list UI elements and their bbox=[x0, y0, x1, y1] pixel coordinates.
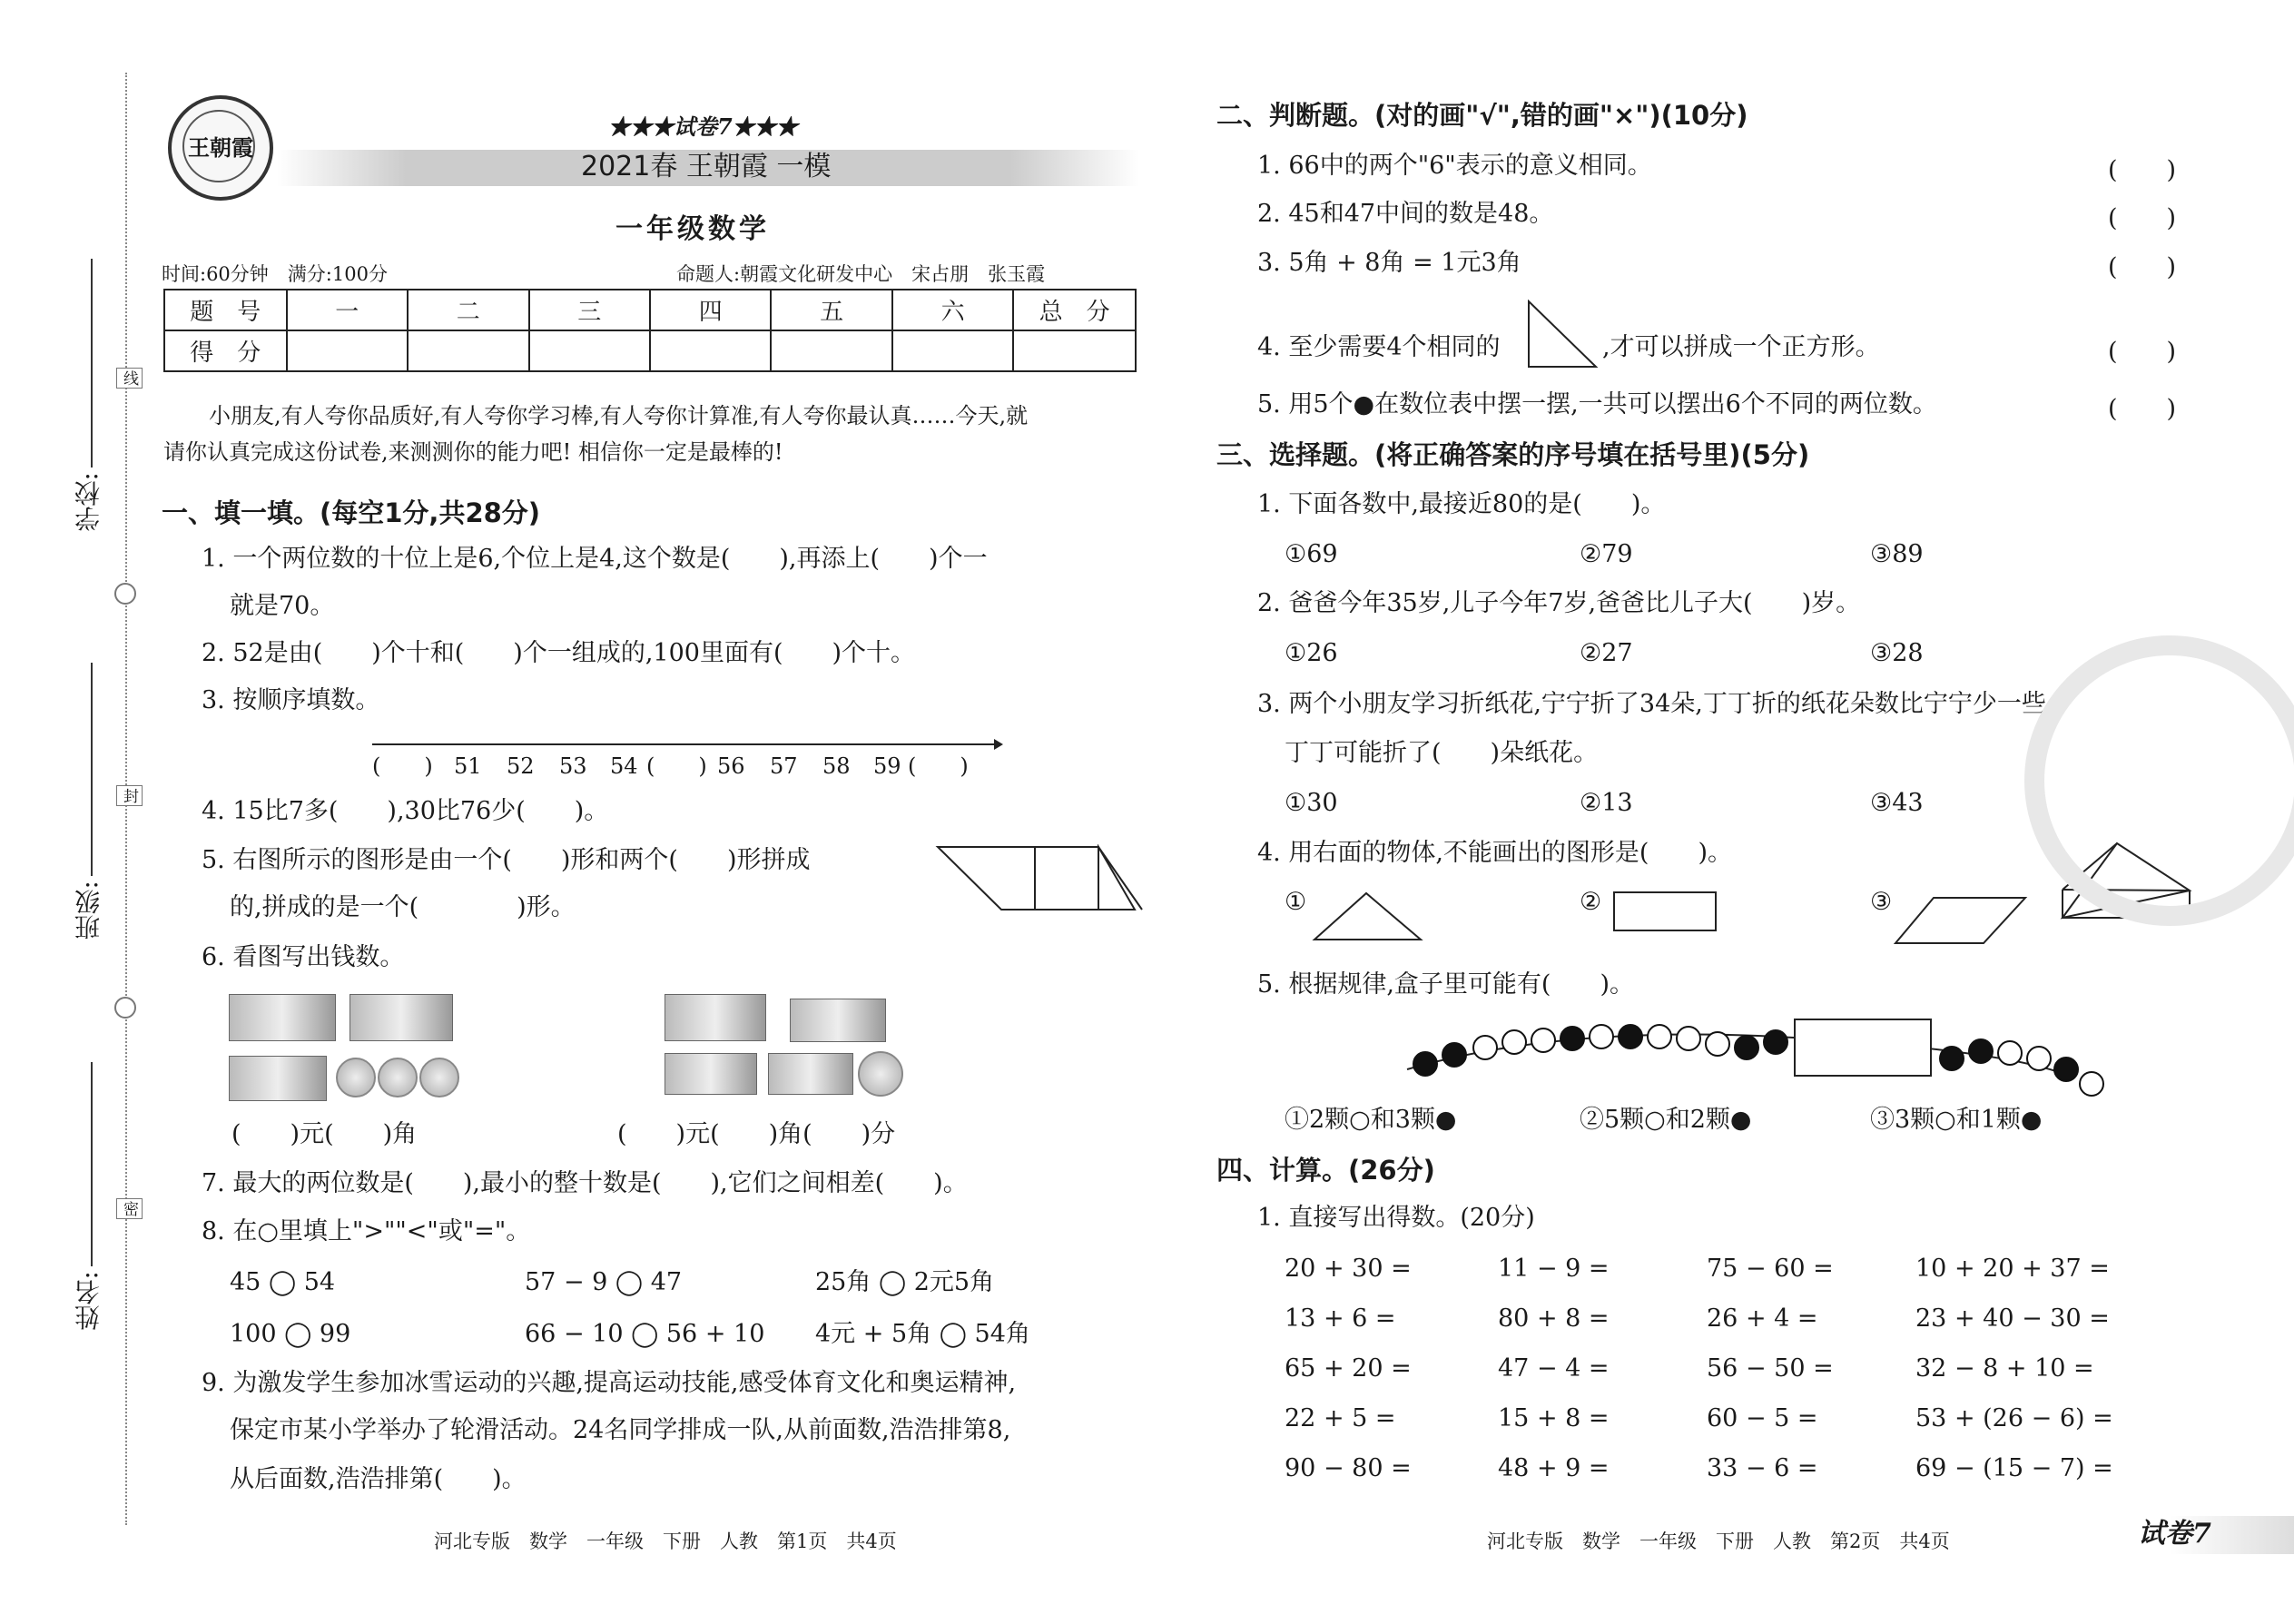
black-bead bbox=[1968, 1038, 1994, 1064]
choice-option[interactable]: ①2颗○和3颗● bbox=[1285, 1106, 1457, 1134]
choice-option[interactable]: ②27 bbox=[1580, 639, 1633, 667]
calc-item[interactable]: 48 + 9 = bbox=[1498, 1454, 1610, 1482]
q9-line-b: 保定市某小学举办了轮滑活动。24名同学排成一队,从前面数,浩浩排第8, bbox=[230, 1416, 1011, 1444]
number-line-label[interactable]: ( ) bbox=[372, 753, 433, 779]
banknote-5-yuan bbox=[350, 994, 453, 1041]
answer-paren[interactable]: ( ) bbox=[2108, 395, 2177, 423]
coin-icon bbox=[419, 1058, 459, 1097]
class-blank[interactable] bbox=[91, 663, 93, 876]
choice-q1: 1. 下面各数中,最接近80的是( )。 bbox=[1257, 490, 1666, 518]
choice-q3-line-a: 3. 两个小朋友学习折纸花,宁宁折了34朵,丁丁折的纸花朵数比宁宁少一些, bbox=[1257, 690, 2054, 718]
calc-item[interactable]: 80 + 8 = bbox=[1498, 1304, 1610, 1333]
q1-line-b: 就是70。 bbox=[230, 592, 335, 620]
white-bead bbox=[2026, 1046, 2052, 1071]
calc-item[interactable]: 47 − 4 = bbox=[1498, 1354, 1610, 1383]
white-bead bbox=[1472, 1035, 1498, 1060]
choice-option[interactable]: ③28 bbox=[1870, 639, 1924, 667]
judge-item: 2. 45和47中间的数是48。 bbox=[1257, 200, 1554, 228]
judge-item: 4. 至少需要4个相同的 bbox=[1257, 333, 1501, 361]
time-info: 时间:60分钟 满分:100分 bbox=[162, 263, 388, 285]
compare-item: 4元 + 5角 ◯ 54角 bbox=[815, 1320, 1030, 1348]
white-bead bbox=[1589, 1024, 1614, 1049]
score-cell[interactable] bbox=[408, 330, 528, 371]
answer-paren[interactable]: ( ) bbox=[2108, 253, 2177, 281]
black-bead bbox=[1413, 1051, 1438, 1077]
section1-title: 一、填一填。(每空1分,共28分) bbox=[162, 497, 541, 528]
triangle-shape bbox=[1312, 890, 1425, 944]
judge-item: 3. 5角 + 8角 = 1元3角 bbox=[1257, 249, 1521, 277]
calc-item[interactable]: 22 + 5 = bbox=[1285, 1404, 1396, 1432]
white-bead bbox=[1501, 1029, 1527, 1055]
triangle-icon bbox=[1527, 300, 1600, 370]
number-line-label[interactable]: ( ) bbox=[646, 753, 707, 779]
calc-item[interactable]: 11 − 9 = bbox=[1498, 1255, 1610, 1283]
score-cell[interactable] bbox=[287, 330, 408, 371]
number-line-label: 51 bbox=[454, 753, 482, 779]
binding-hole-icon bbox=[114, 583, 136, 605]
q9-line-a: 9. 为激发学生参加冰雪运动的兴趣,提高运动技能,感受体育文化和奥运精神, bbox=[202, 1369, 1017, 1397]
parallelogram-shape bbox=[1893, 894, 2029, 947]
coin-icon bbox=[336, 1058, 376, 1097]
calc-item[interactable]: 56 − 50 = bbox=[1707, 1354, 1834, 1383]
choice-q2: 2. 爸爸今年35岁,儿子今年7岁,爸爸比儿子大( )岁。 bbox=[1257, 589, 1861, 617]
q1-line-a: 1. 一个两位数的十位上是6,个位上是4,这个数是( ),再添上( )个一 bbox=[202, 545, 988, 573]
q3: 3. 按顺序填数。 bbox=[202, 686, 380, 714]
q8: 8. 在○里填上">""<"或"="。 bbox=[202, 1217, 531, 1245]
section4-title: 四、计算。(26分) bbox=[1216, 1155, 1435, 1186]
judge-item: 5. 用5个●在数位表中摆一摆,一共可以摆出6个不同的两位数。 bbox=[1257, 390, 1937, 418]
number-line-label: 58 bbox=[822, 753, 851, 779]
choice-q5: 5. 根据规律,盒子里可能有( )。 bbox=[1257, 970, 1634, 999]
score-header: 题 号 bbox=[164, 290, 287, 330]
calc-item[interactable]: 53 + (26 − 6) = bbox=[1915, 1404, 2113, 1432]
exam-badge: ★★★试卷7★★★ bbox=[608, 113, 798, 140]
q7: 7. 最大的两位数是( ),最小的整十数是( ),它们之间相差( )。 bbox=[202, 1169, 968, 1197]
banknote-1-jiao bbox=[768, 1053, 853, 1095]
compare-item: 66 − 10 ◯ 56 + 10 bbox=[525, 1320, 765, 1348]
black-bead bbox=[1618, 1024, 1643, 1049]
q6: 6. 看图写出钱数。 bbox=[202, 943, 405, 971]
q6-answer-2: ( )元( )角( )分 bbox=[617, 1120, 896, 1148]
calc-item[interactable]: 20 + 30 = bbox=[1285, 1255, 1412, 1283]
choice-option[interactable]: ① bbox=[1285, 888, 1307, 916]
score-cell[interactable] bbox=[1013, 330, 1136, 371]
calc-item[interactable]: 32 − 8 + 10 = bbox=[1915, 1354, 2094, 1383]
number-line-label: 53 bbox=[559, 753, 587, 779]
number-line-label[interactable]: ( ) bbox=[908, 753, 969, 779]
white-bead bbox=[1997, 1040, 2023, 1066]
answer-paren[interactable]: ( ) bbox=[2108, 338, 2177, 366]
score-cell[interactable] bbox=[650, 330, 771, 371]
score-header: 一 bbox=[287, 290, 408, 330]
black-bead bbox=[1734, 1035, 1759, 1060]
answer-paren[interactable]: ( ) bbox=[2108, 156, 2177, 184]
calc-item[interactable]: 23 + 40 − 30 = bbox=[1915, 1304, 2110, 1333]
score-cell[interactable] bbox=[771, 330, 891, 371]
score-header: 总 分 bbox=[1013, 290, 1136, 330]
answer-paren[interactable]: ( ) bbox=[2108, 204, 2177, 232]
name-blank[interactable] bbox=[91, 1062, 93, 1266]
score-cell[interactable] bbox=[529, 330, 650, 371]
school-label: 学校: bbox=[74, 472, 103, 532]
number-line-label: 54 bbox=[610, 753, 638, 779]
white-bead bbox=[2079, 1071, 2104, 1097]
seal-mark: 封 bbox=[116, 785, 143, 806]
choice-option[interactable]: ③43 bbox=[1870, 789, 1924, 817]
logo-text: 王朝霞 bbox=[188, 134, 253, 161]
subject-title: 一年级数学 bbox=[615, 213, 770, 245]
choice-option[interactable]: ③ bbox=[1870, 888, 1893, 916]
intro-line-1: 小朋友,有人夸你品质好,有人夸你学习棒,有人夸你计算准,有人夸你最认真……今天,就 bbox=[209, 403, 1029, 428]
footer-left: 河北专版 数学 一年级 下册 人教 第1页 共4页 bbox=[434, 1530, 897, 1552]
q2: 2. 52是由( )个十和( )个一组成的,100里面有( )个十。 bbox=[202, 639, 916, 667]
score-header: 二 bbox=[408, 290, 528, 330]
secret-mark: 密 bbox=[116, 1198, 143, 1219]
calc-item[interactable]: 10 + 20 + 37 = bbox=[1915, 1255, 2110, 1283]
number-line-label: 52 bbox=[507, 753, 535, 779]
choice-option[interactable]: ② bbox=[1580, 888, 1602, 916]
q5-line-a: 5. 右图所示的图形是由一个( )形和两个( )形拼成 bbox=[202, 846, 811, 874]
exam-title: 2021春 王朝霞 一模 bbox=[581, 151, 832, 182]
number-line-label: 59 bbox=[873, 753, 901, 779]
choice-option[interactable]: ①69 bbox=[1285, 540, 1338, 568]
banknote-5-jiao bbox=[665, 1053, 757, 1095]
white-bead bbox=[1531, 1028, 1556, 1053]
banknote-20-yuan bbox=[229, 994, 336, 1041]
choice-option[interactable]: ③3颗○和1颗● bbox=[1870, 1106, 2043, 1134]
logo-seal bbox=[168, 95, 273, 201]
score-header: 五 bbox=[771, 290, 891, 330]
authors: 命题人:朝霞文化研发中心 宋占朋 张玉霞 bbox=[676, 263, 1046, 285]
calc-item[interactable]: 69 − (15 − 7) = bbox=[1915, 1454, 2113, 1482]
name-label: 姓名: bbox=[74, 1271, 103, 1331]
coin-icon bbox=[858, 1051, 903, 1097]
intro-line-2: 请你认真完成这份试卷,来测测你的能力吧! 相信你一定是最棒的! bbox=[163, 439, 783, 465]
black-bead bbox=[1763, 1029, 1788, 1055]
white-bead bbox=[1647, 1024, 1672, 1049]
score-header: 六 bbox=[892, 290, 1013, 330]
rectangle-shape bbox=[1611, 890, 1720, 935]
section4-sub: 1. 直接写出得数。(20分) bbox=[1257, 1204, 1535, 1232]
compare-item: 100 ◯ 99 bbox=[230, 1320, 351, 1348]
calc-item[interactable]: 13 + 6 = bbox=[1285, 1304, 1396, 1333]
q6-answer-1: ( )元( )角 bbox=[231, 1120, 418, 1148]
section2-title: 二、判断题。(对的画"√",错的画"×")(10分) bbox=[1216, 100, 1748, 131]
compare-item: 45 ◯ 54 bbox=[230, 1268, 336, 1296]
binding-hole-icon bbox=[114, 997, 136, 1019]
score-row-label: 得 分 bbox=[164, 330, 287, 371]
composite-shape bbox=[935, 844, 1144, 912]
white-bead bbox=[1676, 1026, 1701, 1051]
choice-option[interactable]: ③89 bbox=[1870, 540, 1924, 568]
choice-option[interactable]: ②13 bbox=[1580, 789, 1633, 817]
number-line-label: 56 bbox=[717, 753, 745, 779]
calc-item[interactable]: 26 + 4 = bbox=[1707, 1304, 1818, 1333]
q9-line-c: 从后面数,浩浩排第( )。 bbox=[230, 1465, 527, 1493]
score-cell[interactable] bbox=[892, 330, 1013, 371]
compare-item: 25角 ◯ 2元5角 bbox=[815, 1268, 995, 1296]
calc-item[interactable]: 65 + 20 = bbox=[1285, 1354, 1412, 1383]
mystery-box bbox=[1794, 1019, 1932, 1077]
q4: 4. 15比7多( ),30比76少( )。 bbox=[202, 797, 609, 825]
choice-q3-line-b: 丁丁可能折了( )朵纸花。 bbox=[1285, 739, 1599, 767]
q5-line-b: 的,拼成的是一个( )形。 bbox=[230, 893, 576, 921]
calc-item[interactable]: 90 − 80 = bbox=[1285, 1454, 1412, 1482]
footer-tag: 试卷7 bbox=[2138, 1518, 2211, 1550]
choice-option[interactable]: ①26 bbox=[1285, 639, 1338, 667]
black-bead bbox=[1560, 1026, 1585, 1051]
judge-item-4-tail: ,才可以拼成一个正方形。 bbox=[1602, 333, 1880, 361]
compare-item: 57 − 9 ◯ 47 bbox=[525, 1268, 683, 1296]
banknote-1-yuan bbox=[790, 999, 886, 1042]
banknote-10-yuan bbox=[665, 994, 766, 1041]
black-bead bbox=[1442, 1042, 1467, 1068]
calc-item[interactable]: 60 − 5 = bbox=[1707, 1404, 1818, 1432]
number-line-label: 57 bbox=[770, 753, 798, 779]
black-bead bbox=[1939, 1046, 1964, 1071]
choice-option[interactable]: ②79 bbox=[1580, 540, 1633, 568]
school-blank[interactable] bbox=[91, 259, 93, 468]
banknote-1-yuan bbox=[229, 1056, 327, 1101]
class-label: 班级: bbox=[74, 881, 103, 940]
calc-item[interactable]: 75 − 60 = bbox=[1707, 1255, 1834, 1283]
section3-title: 三、选择题。(将正确答案的序号填在括号里)(5分) bbox=[1216, 439, 1810, 470]
score-header: 四 bbox=[650, 290, 771, 330]
choice-q4: 4. 用右面的物体,不能画出的图形是( )。 bbox=[1257, 839, 1732, 867]
choice-option[interactable]: ①30 bbox=[1285, 789, 1338, 817]
calc-item[interactable]: 33 − 6 = bbox=[1707, 1454, 1818, 1482]
coin-icon bbox=[378, 1058, 418, 1097]
judge-item: 1. 66中的两个"6"表示的意义相同。 bbox=[1257, 152, 1652, 180]
white-bead bbox=[1705, 1031, 1730, 1057]
black-bead bbox=[2053, 1057, 2079, 1082]
score-header: 三 bbox=[529, 290, 650, 330]
choice-option[interactable]: ②5颗○和2颗● bbox=[1580, 1106, 1752, 1134]
line-mark: 线 bbox=[116, 368, 143, 389]
footer-right: 河北专版 数学 一年级 下册 人教 第2页 共4页 bbox=[1487, 1530, 1950, 1552]
score-table bbox=[163, 289, 1137, 372]
calc-item[interactable]: 15 + 8 = bbox=[1498, 1404, 1610, 1432]
